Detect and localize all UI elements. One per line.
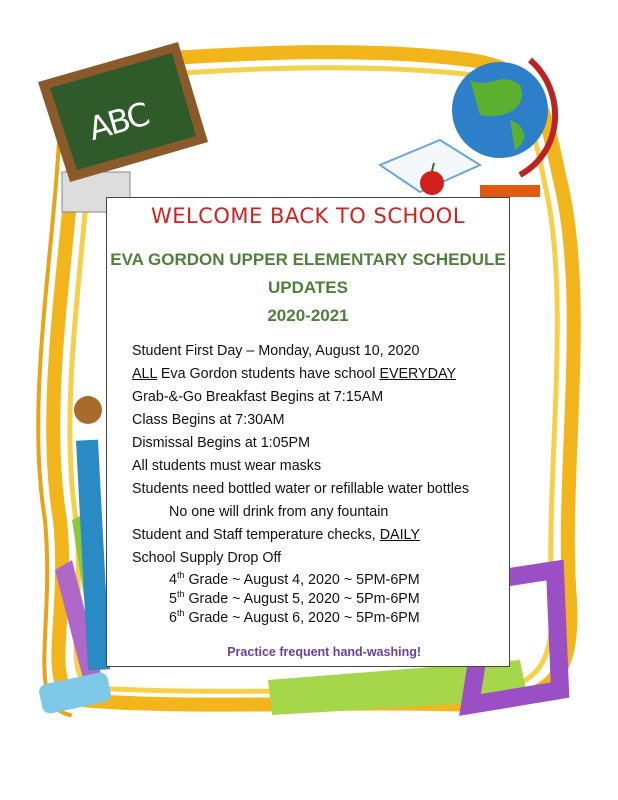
grade-5-line — [169, 589, 420, 607]
everyday-mid-text: Eva Gordon students have school — [156, 366, 380, 382]
school-name-heading: EVA GORDON UPPER ELEMENTARY SCHEDULE — [110, 250, 506, 269]
chalkboard-icon — [38, 42, 208, 212]
grade-suffix: th — [176, 570, 185, 580]
updates-heading: UPDATES — [268, 278, 348, 297]
water-line: Students need bottled water or refillable water bottles — [132, 481, 469, 497]
grade-number: 6 — [169, 609, 177, 626]
temperature-line — [132, 527, 420, 543]
grade-text: Grade ~ August 5, 2020 ~ 5Pm-6PM — [184, 590, 420, 607]
first-day-line: Student First Day – Monday, August 10, 2020 — [132, 343, 420, 359]
grade-number: 4 — [169, 571, 177, 588]
daily-text: DAILY — [379, 527, 420, 543]
fountain-line: No one will drink from any fountain — [169, 504, 389, 520]
everyday-line — [132, 366, 456, 382]
supply-dropoff-line: School Supply Drop Off — [132, 550, 282, 566]
grade-text: Grade ~ August 4, 2020 ~ 5PM-6PM — [184, 571, 420, 588]
chalkboard-letters: ABC — [84, 95, 153, 149]
grade-suffix: th — [176, 608, 185, 618]
masks-line: All students must wear masks — [132, 458, 322, 474]
grade-suffix: th — [176, 589, 185, 599]
globe-icon — [452, 60, 555, 197]
all-text: ALL — [132, 366, 157, 382]
school-year-heading: 2020-2021 — [267, 306, 349, 325]
schedule-notice — [106, 197, 510, 667]
grade-text: Grade ~ August 6, 2020 ~ 5Pm-6PM — [184, 609, 420, 626]
dismissal-line: Dismissal Begins at 1:05PM — [132, 435, 310, 451]
grade-number: 5 — [169, 590, 177, 607]
class-begins-line: Class Begins at 7:30AM — [132, 412, 285, 428]
temperature-text: Student and Staff temperature checks, — [132, 527, 380, 543]
everyday-text: EVERYDAY — [379, 366, 456, 382]
grade-6-line — [169, 608, 420, 626]
grade-4-line — [169, 570, 420, 588]
welcome-title: WELCOME BACK TO SCHOOL — [150, 204, 466, 228]
handwashing-note: Practice frequent hand-washing! — [227, 645, 421, 659]
book-with-apple-icon — [380, 140, 480, 195]
breakfast-line: Grab-&-Go Breakfast Begins at 7:15AM — [132, 389, 384, 405]
